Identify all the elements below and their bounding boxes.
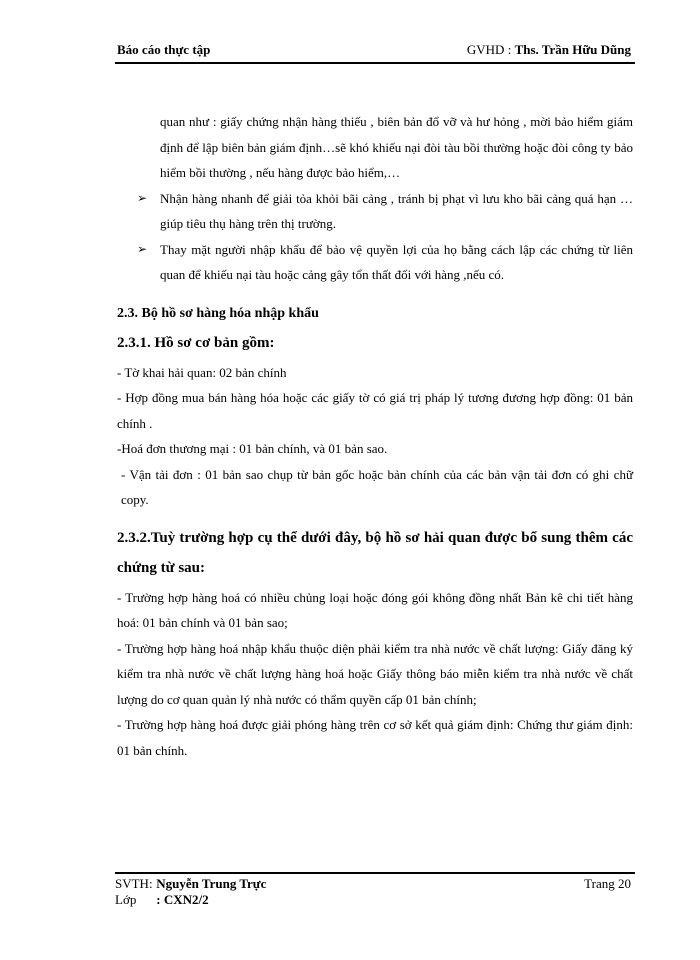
arrow-bullet-icon: ➢ <box>137 241 148 256</box>
extra-doc-item: - Trường hợp hàng hoá có nhiều chủng loại hoặc đóng gói không đồng nhất Bản kê chi tiết hàng hoá: 01 bản chính và 01 bản sao; <box>117 589 633 630</box>
student-label: SVTH: <box>115 876 153 891</box>
page-header <box>115 40 635 64</box>
advisor-name: Ths. Trần Hữu Dũng <box>514 42 631 57</box>
footer-class-row <box>115 892 635 908</box>
doc-list-item: - Vận tải đơn : 01 bản sao chụp từ bản gốc hoặc bản chính của các bản vận tải đơn có ghi chữ copy. <box>121 466 633 507</box>
doc-list-item: -Hoá đơn thương mại : 01 bản chính, và 01 bản sao. <box>117 441 388 456</box>
bullet-text: Thay mặt người nhập khẩu để bảo vệ quyền lợi của họ bằng cách lập các chứng từ liên quan để khiếu nại tàu hoặc cảng gây tổn thất đối với hàng ,nếu có. <box>160 241 633 282</box>
page-content <box>117 109 633 763</box>
doc-list-item: - Tờ khai hải quan: 02 bản chính <box>117 364 287 380</box>
section-heading-2-3-2: 2.3.2.Tuỳ trường hợp cụ thể dưới đây, bộ hồ sơ hải quan được bổ sung thêm các chứng từ sau: <box>117 529 633 576</box>
page-footer <box>115 872 635 908</box>
section-heading-2-3: 2.3. Bộ hồ sơ hàng hóa nhập khẩu <box>117 305 319 321</box>
bullet-text: Nhận hàng nhanh để giải tỏa khỏi bãi cảng , tránh bị phạt vì lưu kho bãi cảng quá hạn …giúp tiêu thụ hàng trên thị trường. <box>160 190 633 231</box>
extra-doc-item: - Trường hợp hàng hoá nhập khẩu thuộc diện phải kiểm tra nhà nước về chất lượng: Giấy đăng ký kiểm tra nhà nước về chất lượng hàng hoá hoặc Giấy thông báo miễn kiểm tra nhà nước về chất lượng do cơ quan quản lý nhà nước có thẩm quyền cấp 01 bản chính; <box>117 640 633 707</box>
page-number: Trang 20 <box>584 876 631 891</box>
class-value: : CXN2/2 <box>156 892 209 907</box>
extra-doc-item: - Trường hợp hàng hoá được giải phóng hàng trên cơ sở kết quả giám định: Chứng thư giám định: 01 bản chính. <box>117 717 633 758</box>
footer-student-row <box>115 876 635 892</box>
continuation-paragraph: quan như : giấy chứng nhận hàng thiếu , biên bản đổ vỡ và hư hỏng , mời bảo hiểm giám định để lập biên bản giám định…sẽ khó khiếu nại đòi tàu bồi thường hoặc đòi công ty bảo hiểm bồi thường , nếu hàng được bảo hiểm,… <box>160 114 633 180</box>
advisor-info <box>467 42 631 58</box>
class-label: Lớp <box>115 892 137 907</box>
student-name: Nguyễn Trung Trực <box>156 876 267 891</box>
advisor-label: GVHD : <box>466 42 515 57</box>
arrow-bullet-icon: ➢ <box>137 190 148 205</box>
report-title: Báo cáo thực tập <box>117 42 211 57</box>
doc-list-item: - Hợp đồng mua bán hàng hóa hoặc các giấy tờ có giá trị pháp lý tương đương hợp đồng: 01 bản chính . <box>117 390 633 431</box>
bullet-item <box>117 186 633 237</box>
section-heading-2-3-1: 2.3.1. Hồ sơ cơ bản gồm: <box>117 334 275 351</box>
bullet-item <box>117 237 633 288</box>
